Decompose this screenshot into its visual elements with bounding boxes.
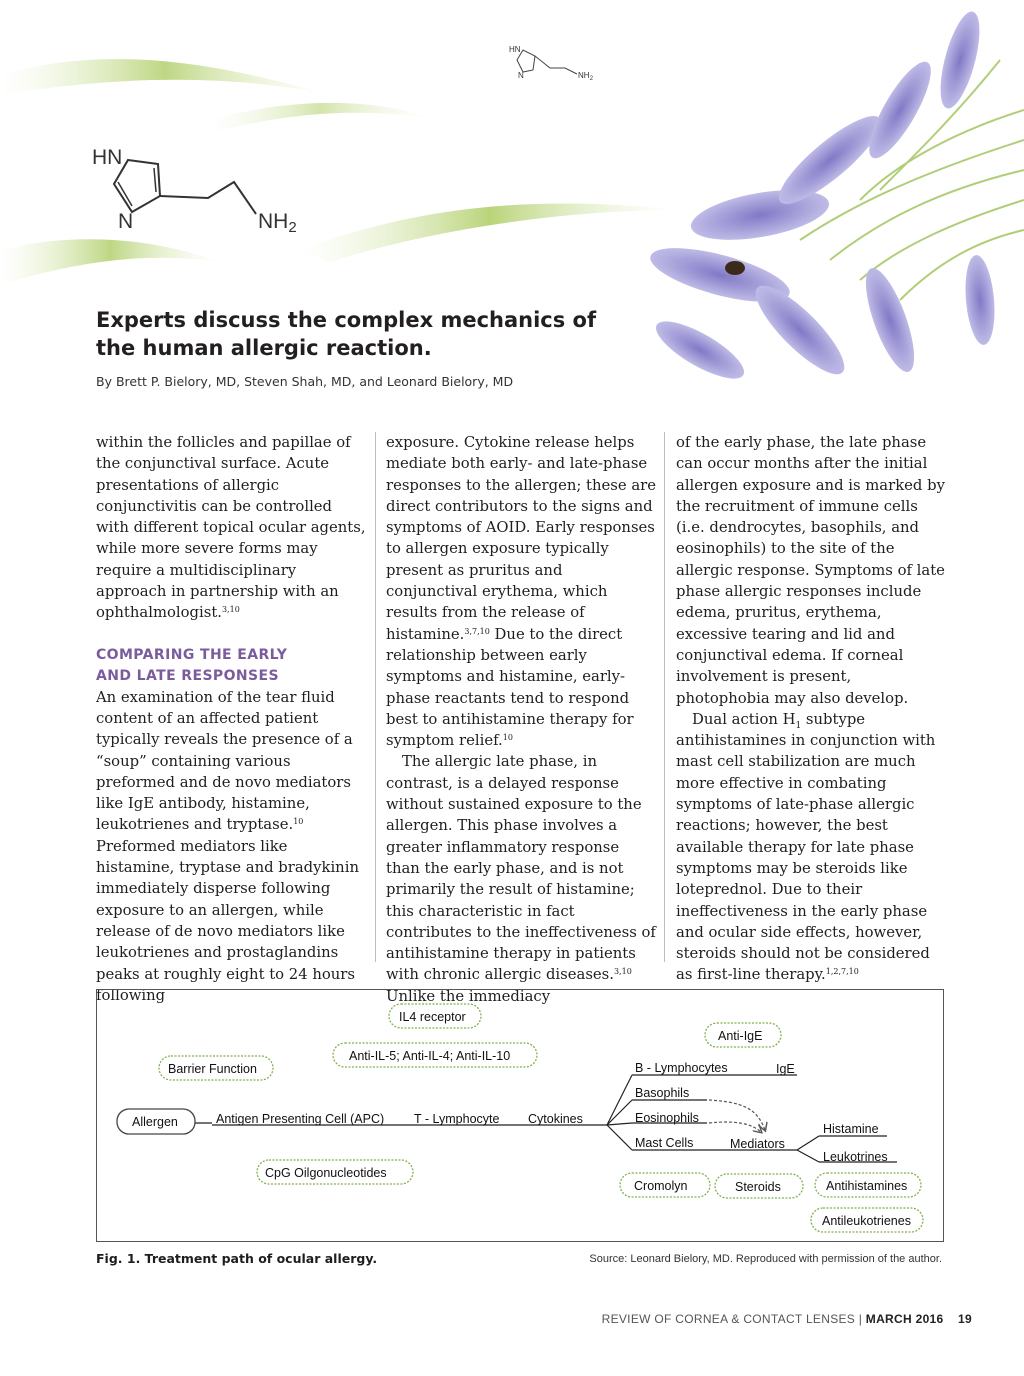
figure-source: Source: Leonard Bielory, MD. Reproduced with permission of the author. [589, 1253, 942, 1265]
node-basophils: Basophils [635, 1086, 690, 1100]
node-leukotrines: Leukotrines [823, 1150, 888, 1164]
col2-p2a-text: The allergic late phase, in contrast, is a delayed response without sustained exposure to the allergen. This phase involves a greater inflammatory response than the early phase, and is not primarily the result of histamine; this characteristic in fact contributes to the ineffectiveness of antihistamine therapy in patients with chronic allergic diseases. [386, 753, 656, 984]
col2-p1b-ref: 10 [502, 733, 513, 743]
col2-p1a-text: exposure. Cytokine release helps mediate both early- and late-phase responses to the allergen; these are direct contributors to the signs and symptoms of AOID. Early responses to allergen exposure typically present as pruritus and conjunctival erythema, which results from the release of histamine. [386, 434, 656, 643]
node-b-lymphocytes: B - Lymphocytes [635, 1061, 728, 1075]
therapy-cpg: CpG Oilgonucleotides [265, 1166, 387, 1180]
col1-p1-ref: 3,10 [221, 605, 240, 615]
col2-p1b-text: Due to the direct relationship between early symptoms and histamine, early-phase reactants tend to respond best to antihistamine therapy for symptom relief. [386, 625, 634, 750]
therapy-antihistamines: Antihistamines [826, 1179, 908, 1193]
page-footer [560, 1312, 972, 1326]
col1-p2b-text: Preformed mediators like histamine, tryptase and bradykinin immediately disperse following exposure to an allergen, while release of de novo mediators like leukotrienes and prostaglandins peaks at roughly eight to 24 hours following [96, 837, 359, 1004]
page-number: 19 [958, 1312, 972, 1326]
section-heading-line-1: COMPARING THE EARLY [96, 646, 288, 663]
leaf-mid [210, 103, 430, 132]
leaf-upper [0, 59, 330, 95]
therapy-anti-ige: Anti-IgE [718, 1029, 763, 1043]
column-3 [676, 432, 946, 986]
col1-p2a-ref: 10 [293, 817, 304, 827]
bee [725, 261, 745, 275]
footer-journal: REVIEW OF CORNEA & CONTACT LENSES [601, 1312, 856, 1326]
col1-paragraph-1 [96, 432, 366, 624]
col3-h1-subscript: 1 [795, 720, 802, 731]
nh-label: NH [578, 71, 590, 80]
node-eosinophils: Eosinophils [635, 1111, 699, 1125]
histamine-molecule-large [88, 140, 318, 235]
leaf-left [0, 239, 220, 285]
n-label-large: N [118, 210, 134, 233]
col1-p1-text: within the follicles and papillae of the conjunctival surface. Acute presentations of allergic conjunctivitis can be controlled with different topical ocular agents, while more severe forms may require a multidisciplinary approach in partnership with an ophthalmologist. [96, 434, 366, 622]
nh-label-large: NH [258, 210, 289, 233]
therapy-barrier-function: Barrier Function [168, 1062, 257, 1076]
node-mast-cells: Mast Cells [635, 1136, 694, 1150]
col3-paragraph-2 [676, 709, 946, 986]
leaf-center [300, 203, 680, 262]
column-1 [96, 432, 366, 1006]
col2-paragraph-1 [386, 432, 656, 751]
histamine-molecule-small [505, 40, 605, 85]
node-cytokines: Cytokines [528, 1112, 583, 1126]
col2-paragraph-2 [386, 751, 656, 1007]
petals [645, 8, 998, 389]
hn-label-large: HN [92, 146, 123, 169]
column-divider-2 [664, 432, 665, 962]
therapy-anti-il: Anti-IL-5; Anti-IL-4; Anti-IL-10 [349, 1049, 511, 1063]
therapy-antileukotrienes: Antileukotrienes [822, 1214, 911, 1228]
col2-p2a-ref: 3,10 [613, 967, 632, 977]
node-t-lymphocyte: T - Lymphocyte [414, 1112, 500, 1126]
figure-treatment-path [96, 989, 944, 1242]
col1-paragraph-2 [96, 687, 366, 1006]
article-headline [96, 306, 696, 362]
figure-caption: Fig. 1. Treatment path of ocular allergy. [96, 1251, 378, 1266]
n-label: N [518, 71, 524, 80]
headline-line-1: Experts discuss the complex mechanics of [96, 308, 597, 332]
hn-label: HN [509, 45, 521, 54]
section-heading [96, 645, 366, 687]
column-2 [386, 432, 656, 1007]
col1-p2a-text: An examination of the tear fluid content of an affected patient typically reveals the presence of a “soup” containing various preformed and de novo mediators like IgE antibody, histamine, leukotrienes and tryptase. [96, 688, 353, 834]
column-divider-1 [375, 432, 376, 962]
col3-p2-ref: 1,2,7,10 [825, 967, 859, 977]
col3-p2b-text: subtype antihistamines in conjunction with mast cell stabilization are much more effective in combating symptoms of late-phase allergic reactions; however, the best available therapy for late phase symptoms may be steroids like loteprednol. Due to their ineffectiveness in the early phase and ocular side effects, however, steroids should not be considered as first-line therapy. [676, 710, 936, 984]
therapy-il4-receptor: IL4 receptor [399, 1010, 466, 1024]
node-apc: Antigen Presenting Cell (APC) [216, 1112, 385, 1126]
col3-p2a-text: Dual action H [692, 710, 796, 728]
therapy-steroids: Steroids [735, 1180, 781, 1194]
headline-line-2: the human allergic reaction. [96, 336, 432, 360]
footer-issue: MARCH 2016 [865, 1312, 944, 1326]
node-histamine: Histamine [823, 1122, 879, 1136]
treatment-path-diagram [97, 987, 945, 1243]
svg-text:NH2 [578, 71, 594, 82]
node-mediators: Mediators [730, 1137, 785, 1151]
node-allergen: Allergen [132, 1115, 178, 1129]
node-ige: IgE [776, 1062, 795, 1076]
therapy-cromolyn: Cromolyn [634, 1179, 688, 1193]
byline: By Brett P. Bielory, MD, Steven Shah, MD, and Leonard Bielory, MD [96, 374, 514, 389]
footer-separator: | [855, 1312, 866, 1326]
section-heading-line-2: AND LATE RESPONSES [96, 667, 279, 684]
col2-p1a-ref: 3,7,10 [464, 626, 490, 636]
nh-subscript-large: 2 [288, 219, 297, 235]
col3-paragraph-1: of the early phase, the late phase can occur months after the initial allergen exposure and is marked by the recruitment of immune cells (i.e. dendrocytes, basophils, and eosinophils) to the site of the allergic response. Symptoms of late phase allergic responses include edema, pruritus, erythema, excessive tearing and lid and conjunctival edema. If corneal involvement is present, photophobia may also develop. [676, 434, 945, 707]
svg-text:NH2 [258, 210, 297, 235]
col2-p2b-text: Unlike the immediacy [386, 987, 551, 1005]
nh-subscript: 2 [589, 76, 593, 82]
dashed-arrows [709, 1100, 765, 1132]
